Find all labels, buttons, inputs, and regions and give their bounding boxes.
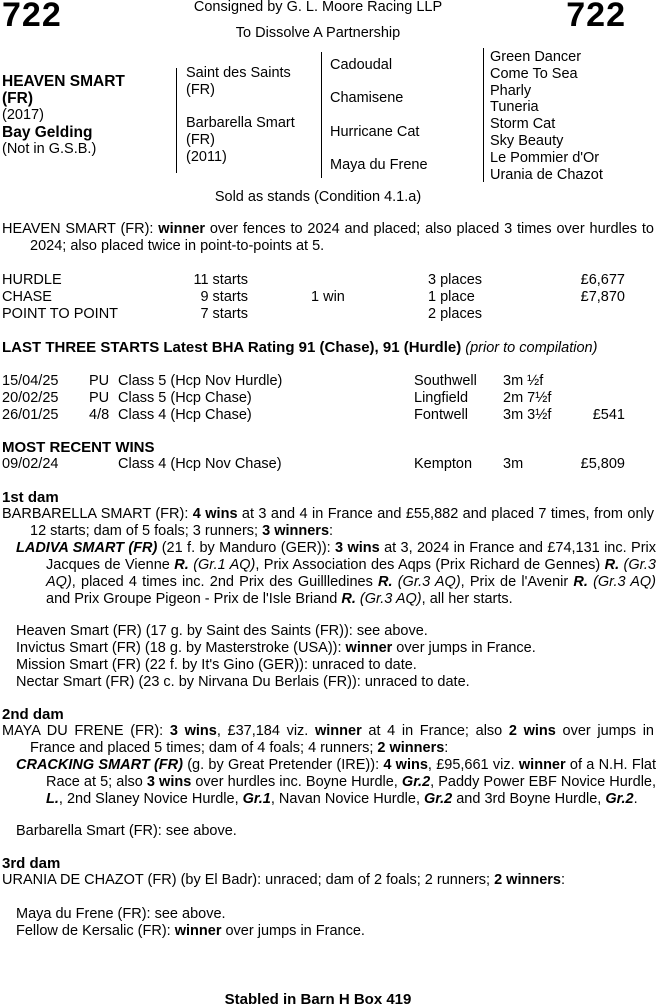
pedigree-ggp-2: Come To Sea	[490, 65, 578, 82]
record-wins: 1 win	[311, 289, 345, 305]
record-starts: 11 starts	[193, 272, 248, 288]
pedigree-ggp-3: Pharly	[490, 82, 532, 99]
start-distance: 3m 3½f	[503, 407, 552, 423]
start-distance: 3m ½f	[503, 373, 544, 389]
start-distance: 2m 7½f	[503, 390, 552, 406]
record-type-chase: CHASE	[2, 289, 52, 305]
lot-number-right: 722	[566, 0, 626, 34]
start-position: PU	[89, 390, 110, 406]
pedigree-ggp-list	[490, 49, 603, 183]
start-date: 26/01/25	[2, 407, 59, 423]
pedigree-ggp-5: Storm Cat	[490, 116, 556, 133]
stabling-info: Stabled in Barn H Box 419	[224, 991, 412, 1008]
lot-number-left: 722	[2, 0, 62, 34]
performance-summary: HEAVEN SMART (FR): winner over fences to 2024 and placed; also placed 3 times over hurdles to 2024; also placed twice in point-to-points at 5.	[2, 221, 654, 254]
consignor-note: To Dissolve A Partnership	[235, 25, 401, 41]
start-race: Class 4 (Hcp Chase)	[118, 407, 252, 423]
second-dam-foal-cracking: CRACKING SMART (FR) (g. by Great Pretender (IRE)): 4 wins, £95,661 viz. winner of a N.H. Flat Race at 5; also 3 wins over hurdles inc. Boyne Hurdle, Gr.2, Paddy Power EBF Novice Hurdle, L., 2nd Slaney Novice Hurdle, Gr.1, Navan Novice Hurdle, Gr.2 and 3rd Boyne Hurdle, Gr.2.	[16, 757, 656, 807]
win-distance: 3m	[503, 456, 524, 472]
pedigree-dam: Barbarella Smart (FR) (2011)	[186, 115, 295, 165]
start-position: PU	[89, 373, 110, 389]
first-dam-foal-ladiva: LADIVA SMART (FR) (21 f. by Manduro (GER)): 3 wins at 3, 2024 in France and £74,131 inc. Prix Jacques de Vienne R. (Gr.1 AQ), Prix Association des Aqps (Prix Richard de Gennes) R. (Gr.3 AQ), placed 4 times inc. 2nd Prix des Guillledines R. (Gr.3 AQ), Prix de l'Avenir R. (Gr.3 AQ) and Prix Groupe Pigeon - Prix de l'Isle Briand R. (Gr.3 AQ), all her starts.	[16, 540, 656, 607]
pedigree-gp-3: Hurricane Cat	[330, 124, 420, 140]
first-dam-heading: 1st dam	[2, 489, 59, 506]
third-dam-record: URANIA DE CHAZOT (FR) (by El Badr): unraced; dam of 2 foals; 2 runners; 2 winners:	[2, 872, 566, 888]
second-dam-foal-barbarella: Barbarella Smart (FR): see above.	[16, 823, 237, 839]
second-dam-heading: 2nd dam	[2, 706, 64, 723]
first-dam-foal-nectar: Nectar Smart (FR) (23 c. by Nirvana Du Berlais (FR)): unraced to date.	[16, 674, 470, 690]
pedigree-sire: Saint des Saints (FR)	[186, 65, 291, 98]
third-dam-heading: 3rd dam	[2, 855, 61, 872]
record-earnings: £7,870	[580, 289, 625, 305]
start-date: 15/04/25	[2, 373, 59, 389]
record-places: 1 place	[428, 289, 475, 305]
win-race: Class 4 (Hcp Nov Chase)	[118, 456, 282, 472]
win-date: 09/02/24	[2, 456, 59, 472]
record-places: 3 places	[428, 272, 483, 288]
third-dam-foal-fellow: Fellow de Kersalic (FR): winner over jumps in France.	[16, 923, 365, 939]
start-race: Class 5 (Hcp Chase)	[118, 390, 252, 406]
pedigree-ggp-6: Sky Beauty	[490, 132, 564, 149]
pedigree-divider-2	[321, 52, 322, 178]
sale-condition: Sold as stands (Condition 4.1.a)	[214, 189, 422, 205]
pedigree-ggp-1: Green Dancer	[490, 49, 582, 65]
start-course: Fontwell	[414, 407, 468, 423]
record-earnings: £6,677	[580, 272, 625, 288]
win-course: Kempton	[414, 456, 473, 472]
start-date: 20/02/25	[2, 390, 59, 406]
pedigree-gp-2: Chamisene	[330, 90, 404, 106]
record-places: 2 places	[428, 306, 483, 322]
record-type-ptp: POINT TO POINT	[2, 306, 119, 322]
consignor: Consigned by G. L. Moore Racing LLP	[193, 0, 443, 15]
record-starts: 7 starts	[200, 306, 248, 322]
pedigree-gp-4: Maya du Frene	[330, 157, 428, 173]
start-position: 4/8	[89, 407, 110, 423]
pedigree-divider-3	[483, 48, 484, 182]
horse-year: (2017)	[2, 107, 44, 123]
horse-gsb: (Not in G.S.B.)	[2, 141, 97, 157]
start-race: Class 5 (Hcp Nov Hurdle)	[118, 373, 283, 389]
pedigree-divider-1	[176, 68, 177, 173]
third-dam-foal-maya: Maya du Frene (FR): see above.	[16, 906, 226, 922]
first-dam-record: BARBARELLA SMART (FR): 4 wins at 3 and 4 in France and £55,882 and placed 7 times, from only 12 starts; dam of 5 foals; 3 runners; 3 winners:	[2, 506, 655, 539]
second-dam-record: MAYA DU FRENE (FR): 3 wins, £37,184 viz. winner at 4 in France; also 2 wins over jumps in France and placed 5 times; dam of 4 foals; 4 runners; 2 winners:	[2, 723, 654, 756]
win-prize: £5,809	[580, 456, 625, 472]
start-prize: £541	[592, 407, 625, 423]
recent-wins-heading: MOST RECENT WINS	[2, 439, 155, 456]
first-dam-foal-invictus: Invictus Smart (FR) (18 g. by Masterstroke (USA)): winner over jumps in France.	[16, 640, 536, 656]
horse-name: HEAVEN SMART (FR)	[2, 73, 125, 107]
pedigree-ggp-8: Urania de Chazot	[490, 166, 603, 183]
first-dam-foal-mission: Mission Smart (FR) (22 f. by It's Gino (GER)): unraced to date.	[16, 657, 417, 673]
pedigree-gp-1: Cadoudal	[330, 57, 393, 73]
start-course: Lingfield	[414, 390, 469, 406]
last-three-heading: LAST THREE STARTS Latest BHA Rating 91 (Chase), 91 (Hurdle) (prior to compilation)	[2, 339, 598, 356]
pedigree-ggp-7: Le Pommier d'Or	[490, 149, 600, 166]
record-type-hurdle: HURDLE	[2, 272, 62, 288]
horse-sex-colour: Bay Gelding	[2, 124, 93, 141]
record-starts: 9 starts	[200, 289, 248, 305]
pedigree-ggp-4: Tuneria	[490, 99, 539, 116]
first-dam-foal-heaven: Heaven Smart (FR) (17 g. by Saint des Saints (FR)): see above.	[16, 623, 428, 639]
start-course: Southwell	[414, 373, 477, 389]
